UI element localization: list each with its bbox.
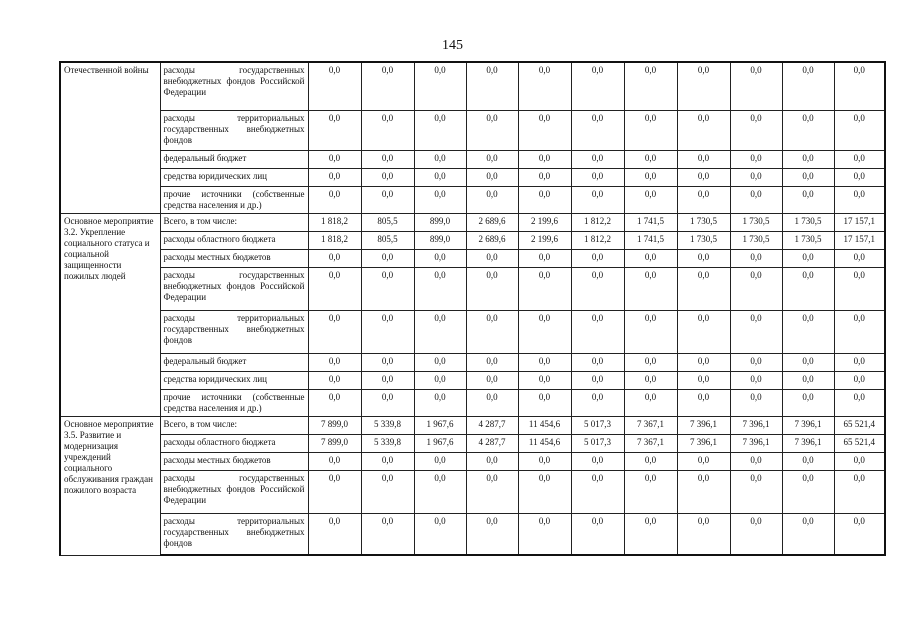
value-cell: 0,0 <box>518 470 571 513</box>
funding-source-cell: расходы территориальных государственных внебюджетных фондов <box>160 110 308 150</box>
value-cell: 0,0 <box>677 186 730 213</box>
value-cell: 0,0 <box>624 470 677 513</box>
value-cell: 11 454,6 <box>518 416 571 434</box>
value-cell: 0,0 <box>361 470 414 513</box>
value-cell: 1 812,2 <box>571 231 624 249</box>
value-cell: 0,0 <box>466 389 518 416</box>
value-cell: 0,0 <box>782 150 834 168</box>
value-cell: 0,0 <box>466 186 518 213</box>
value-cell: 0,0 <box>466 470 518 513</box>
value-cell: 7 396,1 <box>730 434 782 452</box>
value-cell: 805,5 <box>361 213 414 231</box>
value-cell: 0,0 <box>361 110 414 150</box>
total-value-cell: 17 157,1 <box>834 213 885 231</box>
value-cell: 0,0 <box>571 168 624 186</box>
value-cell: 7 396,1 <box>677 434 730 452</box>
value-cell: 0,0 <box>308 452 361 470</box>
value-cell: 7 899,0 <box>308 416 361 434</box>
value-cell: 0,0 <box>571 470 624 513</box>
value-cell: 0,0 <box>730 470 782 513</box>
measure-name-cell: Основное мероприятие 3.2. Укрепление социального статуса и социальной защищенности пожилых людей <box>60 213 160 416</box>
value-cell: 0,0 <box>466 267 518 310</box>
value-cell: 0,0 <box>677 452 730 470</box>
total-value-cell: 0,0 <box>834 353 885 371</box>
value-cell: 0,0 <box>308 62 361 110</box>
value-cell: 7 367,1 <box>624 416 677 434</box>
value-cell: 0,0 <box>782 186 834 213</box>
value-cell: 1 730,5 <box>730 213 782 231</box>
value-cell: 0,0 <box>677 310 730 353</box>
funding-source-cell: расходы государственных внебюджетных фондов Российской Федерации <box>160 62 308 110</box>
total-value-cell: 0,0 <box>834 452 885 470</box>
value-cell: 5 017,3 <box>571 434 624 452</box>
table-row <box>60 389 885 416</box>
value-cell: 0,0 <box>677 389 730 416</box>
value-cell: 1 741,5 <box>624 231 677 249</box>
table-row <box>60 110 885 150</box>
value-cell: 0,0 <box>677 62 730 110</box>
value-cell: 0,0 <box>571 150 624 168</box>
value-cell: 11 454,6 <box>518 434 571 452</box>
value-cell: 0,0 <box>414 389 466 416</box>
value-cell: 0,0 <box>466 110 518 150</box>
value-cell: 0,0 <box>730 168 782 186</box>
value-cell: 0,0 <box>308 389 361 416</box>
table-row <box>60 513 885 555</box>
value-cell: 0,0 <box>308 470 361 513</box>
value-cell: 0,0 <box>361 186 414 213</box>
value-cell: 0,0 <box>361 371 414 389</box>
total-value-cell: 65 521,4 <box>834 416 885 434</box>
value-cell: 0,0 <box>414 249 466 267</box>
value-cell: 0,0 <box>518 310 571 353</box>
value-cell: 0,0 <box>518 110 571 150</box>
value-cell: 0,0 <box>308 186 361 213</box>
value-cell: 0,0 <box>677 513 730 555</box>
value-cell: 0,0 <box>518 249 571 267</box>
value-cell: 0,0 <box>518 150 571 168</box>
total-value-cell: 0,0 <box>834 150 885 168</box>
value-cell: 0,0 <box>730 371 782 389</box>
table-row <box>60 213 885 231</box>
value-cell: 0,0 <box>414 62 466 110</box>
value-cell: 0,0 <box>677 353 730 371</box>
value-cell: 0,0 <box>624 249 677 267</box>
funding-source-cell: прочие источники (собственные средства населения и др.) <box>160 389 308 416</box>
value-cell: 0,0 <box>624 62 677 110</box>
value-cell: 0,0 <box>624 186 677 213</box>
value-cell: 0,0 <box>782 389 834 416</box>
value-cell: 7 367,1 <box>624 434 677 452</box>
value-cell: 0,0 <box>518 267 571 310</box>
value-cell: 0,0 <box>518 513 571 555</box>
value-cell: 0,0 <box>414 150 466 168</box>
value-cell: 0,0 <box>730 186 782 213</box>
value-cell: 1 730,5 <box>782 231 834 249</box>
value-cell: 0,0 <box>782 249 834 267</box>
value-cell: 0,0 <box>677 150 730 168</box>
value-cell: 1 730,5 <box>677 231 730 249</box>
value-cell: 0,0 <box>308 168 361 186</box>
value-cell: 0,0 <box>624 389 677 416</box>
value-cell: 2 689,6 <box>466 213 518 231</box>
total-value-cell: 0,0 <box>834 110 885 150</box>
table-row <box>60 416 885 434</box>
value-cell: 0,0 <box>730 389 782 416</box>
value-cell: 0,0 <box>677 249 730 267</box>
value-cell: 0,0 <box>571 389 624 416</box>
value-cell: 0,0 <box>308 110 361 150</box>
value-cell: 0,0 <box>782 267 834 310</box>
value-cell: 0,0 <box>466 371 518 389</box>
funding-source-cell: расходы областного бюджета <box>160 231 308 249</box>
value-cell: 7 396,1 <box>677 416 730 434</box>
value-cell: 1 967,6 <box>414 434 466 452</box>
value-cell: 0,0 <box>782 353 834 371</box>
value-cell: 0,0 <box>571 513 624 555</box>
value-cell: 0,0 <box>624 168 677 186</box>
value-cell: 0,0 <box>782 110 834 150</box>
total-value-cell: 0,0 <box>834 389 885 416</box>
value-cell: 0,0 <box>361 249 414 267</box>
value-cell: 0,0 <box>361 267 414 310</box>
value-cell: 0,0 <box>518 371 571 389</box>
value-cell: 0,0 <box>414 186 466 213</box>
value-cell: 0,0 <box>571 267 624 310</box>
value-cell: 7 899,0 <box>308 434 361 452</box>
value-cell: 7 396,1 <box>782 416 834 434</box>
total-value-cell: 0,0 <box>834 310 885 353</box>
value-cell: 0,0 <box>782 62 834 110</box>
value-cell: 5 017,3 <box>571 416 624 434</box>
value-cell: 0,0 <box>730 353 782 371</box>
value-cell: 0,0 <box>308 353 361 371</box>
value-cell: 0,0 <box>361 452 414 470</box>
table-row <box>60 168 885 186</box>
value-cell: 0,0 <box>466 513 518 555</box>
value-cell: 2 199,6 <box>518 213 571 231</box>
value-cell: 1 967,6 <box>414 416 466 434</box>
total-value-cell: 17 157,1 <box>834 231 885 249</box>
value-cell: 7 396,1 <box>730 416 782 434</box>
total-value-cell: 0,0 <box>834 168 885 186</box>
value-cell: 0,0 <box>414 267 466 310</box>
value-cell: 0,0 <box>782 513 834 555</box>
total-value-cell: 0,0 <box>834 62 885 110</box>
table-row <box>60 150 885 168</box>
value-cell: 0,0 <box>677 110 730 150</box>
table-row <box>60 249 885 267</box>
table-row <box>60 470 885 513</box>
funding-source-cell: прочие источники (собственные средства населения и др.) <box>160 186 308 213</box>
value-cell: 899,0 <box>414 213 466 231</box>
value-cell: 0,0 <box>730 452 782 470</box>
value-cell: 0,0 <box>730 310 782 353</box>
value-cell: 0,0 <box>414 310 466 353</box>
value-cell: 0,0 <box>624 110 677 150</box>
table-row <box>60 434 885 452</box>
measure-name-cell: Основное мероприятие 3.5. Развитие и модернизация учреждений социального обслуживания граждан пожилого возраста <box>60 416 160 555</box>
value-cell: 4 287,7 <box>466 416 518 434</box>
value-cell: 1 730,5 <box>782 213 834 231</box>
funding-source-cell: Всего, в том числе: <box>160 213 308 231</box>
funding-source-cell: расходы местных бюджетов <box>160 452 308 470</box>
value-cell: 7 396,1 <box>782 434 834 452</box>
total-value-cell: 0,0 <box>834 249 885 267</box>
value-cell: 1 730,5 <box>730 231 782 249</box>
total-value-cell: 0,0 <box>834 371 885 389</box>
value-cell: 0,0 <box>361 62 414 110</box>
total-value-cell: 0,0 <box>834 267 885 310</box>
value-cell: 0,0 <box>361 353 414 371</box>
total-value-cell: 65 521,4 <box>834 434 885 452</box>
value-cell: 0,0 <box>361 389 414 416</box>
value-cell: 805,5 <box>361 231 414 249</box>
value-cell: 0,0 <box>361 150 414 168</box>
value-cell: 0,0 <box>308 249 361 267</box>
value-cell: 0,0 <box>782 310 834 353</box>
value-cell: 2 199,6 <box>518 231 571 249</box>
table-row <box>60 231 885 249</box>
measure-name-cell: Отечественной войны <box>60 62 160 213</box>
value-cell: 0,0 <box>414 168 466 186</box>
value-cell: 0,0 <box>308 150 361 168</box>
value-cell: 5 339,8 <box>361 434 414 452</box>
table-row <box>60 310 885 353</box>
table-row <box>60 371 885 389</box>
value-cell: 0,0 <box>571 371 624 389</box>
funding-source-cell: расходы областного бюджета <box>160 434 308 452</box>
value-cell: 899,0 <box>414 231 466 249</box>
value-cell: 0,0 <box>571 110 624 150</box>
value-cell: 0,0 <box>518 452 571 470</box>
value-cell: 0,0 <box>571 249 624 267</box>
value-cell: 0,0 <box>518 62 571 110</box>
page-number: 145 <box>442 38 463 53</box>
value-cell: 0,0 <box>624 310 677 353</box>
value-cell: 1 818,2 <box>308 231 361 249</box>
value-cell: 0,0 <box>466 452 518 470</box>
table-row <box>60 186 885 213</box>
value-cell: 0,0 <box>466 353 518 371</box>
value-cell: 0,0 <box>624 371 677 389</box>
value-cell: 0,0 <box>308 513 361 555</box>
value-cell: 0,0 <box>677 168 730 186</box>
value-cell: 0,0 <box>518 168 571 186</box>
funding-source-cell: расходы территориальных государственных внебюджетных фондов <box>160 513 308 555</box>
value-cell: 0,0 <box>782 470 834 513</box>
value-cell: 0,0 <box>518 186 571 213</box>
value-cell: 0,0 <box>466 150 518 168</box>
value-cell: 0,0 <box>414 470 466 513</box>
funding-source-cell: расходы территориальных государственных внебюджетных фондов <box>160 310 308 353</box>
value-cell: 1 812,2 <box>571 213 624 231</box>
value-cell: 0,0 <box>571 353 624 371</box>
value-cell: 0,0 <box>624 267 677 310</box>
value-cell: 0,0 <box>518 389 571 416</box>
value-cell: 0,0 <box>677 371 730 389</box>
value-cell: 0,0 <box>414 452 466 470</box>
value-cell: 0,0 <box>624 150 677 168</box>
value-cell: 0,0 <box>677 470 730 513</box>
value-cell: 0,0 <box>466 62 518 110</box>
funding-source-cell: расходы государственных внебюджетных фондов Российской Федерации <box>160 470 308 513</box>
value-cell: 0,0 <box>466 249 518 267</box>
value-cell: 1 818,2 <box>308 213 361 231</box>
total-value-cell: 0,0 <box>834 470 885 513</box>
funding-source-cell: расходы государственных внебюджетных фондов Российской Федерации <box>160 267 308 310</box>
value-cell: 0,0 <box>782 168 834 186</box>
table-row <box>60 267 885 310</box>
value-cell: 0,0 <box>361 168 414 186</box>
value-cell: 2 689,6 <box>466 231 518 249</box>
funding-source-cell: расходы местных бюджетов <box>160 249 308 267</box>
value-cell: 0,0 <box>414 371 466 389</box>
value-cell: 0,0 <box>730 267 782 310</box>
value-cell: 4 287,7 <box>466 434 518 452</box>
value-cell: 0,0 <box>624 513 677 555</box>
table-row <box>60 452 885 470</box>
funding-source-cell: федеральный бюджет <box>160 150 308 168</box>
value-cell: 0,0 <box>361 513 414 555</box>
table-row <box>60 353 885 371</box>
value-cell: 0,0 <box>782 452 834 470</box>
value-cell: 0,0 <box>782 371 834 389</box>
value-cell: 0,0 <box>677 267 730 310</box>
value-cell: 0,0 <box>571 62 624 110</box>
value-cell: 0,0 <box>414 513 466 555</box>
funding-source-cell: Всего, в том числе: <box>160 416 308 434</box>
value-cell: 0,0 <box>414 110 466 150</box>
value-cell: 0,0 <box>730 62 782 110</box>
value-cell: 0,0 <box>571 310 624 353</box>
value-cell: 0,0 <box>571 452 624 470</box>
value-cell: 0,0 <box>466 310 518 353</box>
value-cell: 0,0 <box>571 186 624 213</box>
table-row <box>60 62 885 110</box>
value-cell: 0,0 <box>518 353 571 371</box>
value-cell: 0,0 <box>361 310 414 353</box>
value-cell: 0,0 <box>730 150 782 168</box>
value-cell: 0,0 <box>308 267 361 310</box>
value-cell: 0,0 <box>730 110 782 150</box>
funding-source-cell: федеральный бюджет <box>160 353 308 371</box>
value-cell: 0,0 <box>624 353 677 371</box>
value-cell: 1 741,5 <box>624 213 677 231</box>
total-value-cell: 0,0 <box>834 186 885 213</box>
value-cell: 0,0 <box>414 353 466 371</box>
value-cell: 0,0 <box>308 371 361 389</box>
budget-table <box>59 61 886 556</box>
value-cell: 5 339,8 <box>361 416 414 434</box>
value-cell: 1 730,5 <box>677 213 730 231</box>
value-cell: 0,0 <box>730 249 782 267</box>
value-cell: 0,0 <box>624 452 677 470</box>
value-cell: 0,0 <box>466 168 518 186</box>
total-value-cell: 0,0 <box>834 513 885 555</box>
funding-source-cell: средства юридических лиц <box>160 371 308 389</box>
funding-source-cell: средства юридических лиц <box>160 168 308 186</box>
value-cell: 0,0 <box>308 310 361 353</box>
value-cell: 0,0 <box>730 513 782 555</box>
